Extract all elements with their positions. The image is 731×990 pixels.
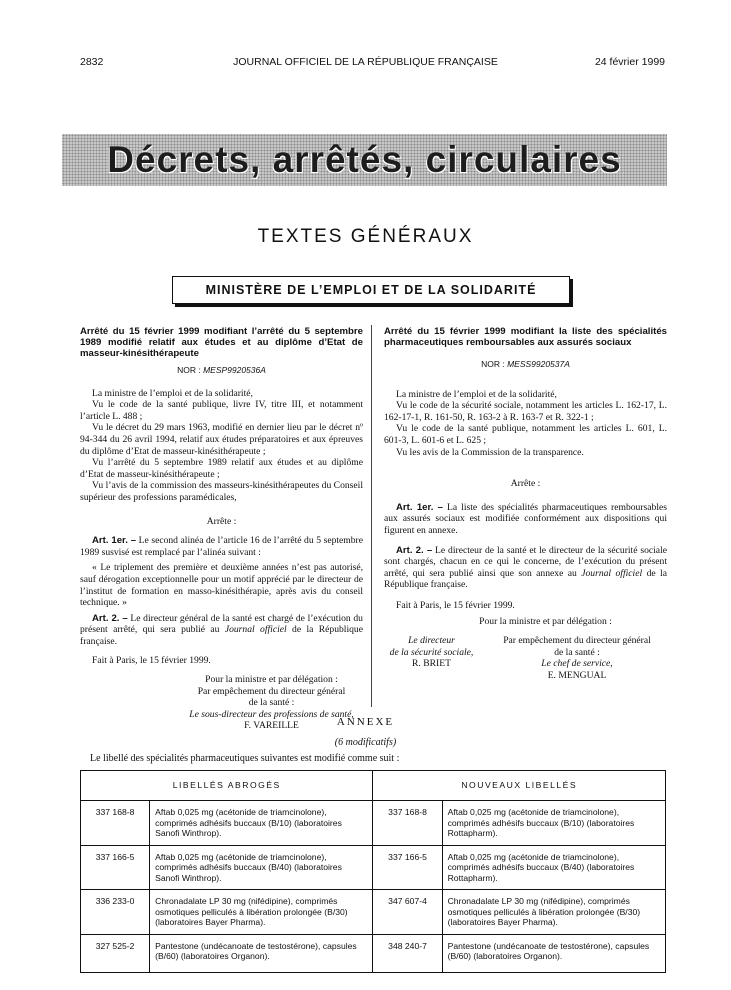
left-para: Vu l’arrêté du 5 septembre 1989 relatif aux études et au diplôme d’Etat de masseur-kinésithérapeute ;: [80, 457, 363, 480]
ministry-title: MINISTÈRE DE L’EMPLOI ET DE LA SOLIDARITÉ: [205, 283, 537, 297]
right-para: Vu les avis de la Commission de la transparence.: [396, 446, 584, 458]
old-label: Aftab 0,025 mg (acétonide de triamcinolone), comprimés adhésifs buccaux (B/40) (laboratoires Sanofi Winthrop).: [150, 845, 373, 890]
new-code: 337 168-8: [373, 801, 442, 846]
old-code: 337 168-8: [81, 801, 150, 846]
old-label: Chronadalate LP 30 mg (nifédipine), comprimés osmotiques pelliculés à libération prolongée (B/30) (laboratoires Bayer Pharma).: [150, 890, 373, 935]
table-row: [81, 801, 666, 846]
table-row: [81, 934, 666, 972]
left-decree-title: Arrêté du 15 février 1999 modifiant l’arrêté du 5 septembre 1989 modifié relatif aux études et au diplôme d’Etat de masseur-kinésithérapeute: [80, 326, 363, 359]
right-arrete: Arrête :: [510, 478, 541, 490]
old-label: Aftab 0,025 mg (acétonide de triamcinolone), comprimés adhésifs buccaux (B/10) (laboratoires Sanofi Winthrop).: [150, 801, 373, 846]
table-header-row: [81, 771, 666, 801]
right-para: La ministre de l’emploi et de la solidarité,: [396, 388, 557, 400]
right-column: [384, 326, 667, 681]
new-label: Chronadalate LP 30 mg (nifédipine), comprimés osmotiques pelliculés à libération prolongée (B/30) (laboratoires Bayer Pharma).: [442, 890, 665, 935]
new-label: Aftab 0,025 mg (acétonide de triamcinolone), comprimés adhésifs buccaux (B/40) (laboratoires Rottapharm).: [442, 845, 665, 890]
left-para: La ministre de l’emploi et de la solidarité,: [92, 387, 253, 399]
header-abroges: LIBELLÉS ABROGÉS: [81, 771, 373, 801]
column-divider: [371, 325, 372, 707]
left-nor: NOR : MESP9920536A: [177, 365, 266, 375]
journal-title: JOURNAL OFFICIEL DE LA RÉPUBLIQUE FRANÇAISE: [233, 56, 498, 68]
issue-date: 24 février 1999: [594, 56, 665, 68]
signature-sante: Par empêchement du directeur général de la santé : Le chef de service, E. MENGUAL: [503, 635, 651, 681]
old-code: 327 525-2: [81, 934, 150, 972]
new-code: 347 607-4: [373, 890, 442, 935]
new-label: Aftab 0,025 mg (acétonide de triamcinolone), comprimés adhésifs buccaux (B/10) (laboratoires Rottapharm).: [442, 801, 665, 846]
header-nouveaux: NOUVEAUX LIBELLÉS: [373, 771, 666, 801]
section-heading: TEXTES GÉNÉRAUX: [257, 226, 474, 247]
right-para: Vu le code de la sécurité sociale, notamment les articles L. 162-17, L. 162-17-1, R. 161-50, R. 163-2 à R. 163-7 et R. 322-1 ;: [384, 400, 667, 423]
right-signatures: [384, 635, 667, 681]
left-column: [80, 326, 363, 732]
signature-securite-sociale: Le directeur de la sécurité sociale, R. BRIET: [389, 635, 474, 670]
right-place-date: Fait à Paris, le 15 février 1999.: [396, 599, 515, 611]
ministry-box: [172, 276, 570, 304]
left-article-2: Art. 2. – Le directeur général de la santé est chargé de l’exécution du présent arrêté, qui sera publié au Journal officiel de la République française.: [80, 612, 363, 647]
page-number: 2832: [80, 56, 104, 68]
category-banner: [62, 134, 667, 186]
right-nor: NOR : MESS9920537A: [481, 359, 570, 369]
right-article-2: Art. 2. – Le directeur de la santé et le directeur de la sécurité sociale sont chargés, chacun en ce qui le concerne, de l’exécution du présent arrêté, qui sera publié ainsi que son annexe au Journal officiel de la République française.: [384, 544, 667, 591]
right-para: Vu le code de la santé publique, notamment les articles L. 601, L. 601-3, L. 601-6 et L. 625 ;: [384, 423, 667, 446]
left-article-1: Art. 1er. – Le second alinéa de l’article 16 de l’arrêté du 5 septembre 1989 susvisé est remplacé par l’alinéa suivant :: [80, 535, 364, 558]
old-code: 336 233-0: [81, 890, 150, 935]
left-para: Vu l’avis de la commission des masseurs-kinésithérapeutes du Conseil supérieur des professions paramédicales,: [80, 480, 363, 503]
new-code: 348 240-7: [373, 934, 442, 972]
old-code: 337 166-5: [81, 845, 150, 890]
left-arrete: Arrête :: [206, 515, 237, 527]
table-row: [81, 845, 666, 890]
annexe-intro: Le libellé des spécialités pharmaceutiques suivantes est modifié comme suit :: [90, 753, 400, 764]
annexe-subtitle: (6 modificatifs): [334, 737, 397, 748]
annexe-title: ANNEXE: [336, 716, 395, 728]
right-article-1: Art. 1er. – La liste des spécialités pharmaceutiques remboursables aux assurés sociaux est modifiée conformément aux dispositions qui figurent en annexe.: [384, 501, 667, 536]
left-para: Vu le code de la santé publique, livre IV, titre III, et notamment l’article L. 488 ;: [80, 399, 363, 422]
new-code: 337 166-5: [373, 845, 442, 890]
right-delegation: Pour la ministre et par délégation :: [479, 615, 612, 627]
right-decree-title: Arrêté du 15 février 1999 modifiant la liste des spécialités pharmaceutiques remboursables aux assurés sociaux: [384, 326, 667, 348]
banner-title: Décrets, arrêtés, circulaires: [107, 139, 622, 180]
left-para: Vu le décret du 29 mars 1963, modifié en dernier lieu par le décret nº 94-344 du 26 avril 1994, relatif aux études préparatoires et aux épreuves du diplôme d’Etat de masseur-kinésithérapeute ;: [80, 422, 363, 457]
annexe-table: [80, 770, 666, 973]
new-label: Pantestone (undécanoate de testostérone), capsules (B/60) (laboratoires Organon).: [442, 934, 665, 972]
table-row: [81, 890, 666, 935]
left-quote: « Le triplement des première et deuxième années n’est pas autorisé, sauf dérogation exceptionnelle pour un motif apprécié par le directeur de l’institut de formation en masso-kinésithérapie, après avis du conseil technique. »: [80, 562, 363, 609]
old-label: Pantestone (undécanoate de testostérone), capsules (B/60) (laboratoires Organon).: [150, 934, 373, 972]
left-place-date: Fait à Paris, le 15 février 1999.: [92, 655, 211, 667]
left-signature: Pour la ministre et par délégation : Par empêchement du directeur général de la santé : Le sous-directeur des professions de santé, F. VAREILLE: [189, 674, 354, 732]
